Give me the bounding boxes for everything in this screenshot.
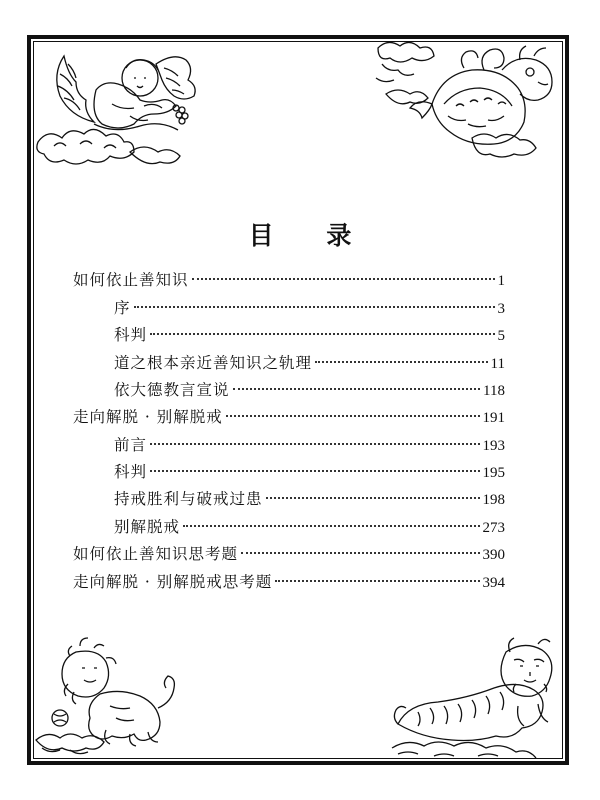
toc-entry[interactable]	[73, 571, 505, 593]
toc-entry-label: 科判	[114, 326, 148, 344]
toc-entry-label: 如何依止善知识思考题	[73, 545, 239, 563]
toc-entry-label: 走向解脱 · 别解脱戒思考题	[73, 573, 273, 591]
toc-entry[interactable]	[114, 324, 505, 346]
dot-leader	[266, 497, 480, 499]
toc-entry[interactable]	[73, 543, 505, 565]
toc-entry[interactable]	[114, 434, 505, 456]
dot-leader	[183, 525, 479, 527]
toc-entry-label: 别解脱戒	[114, 518, 181, 536]
toc-entry-label: 道之根本亲近善知识之轨理	[114, 354, 313, 372]
dot-leader	[275, 580, 479, 582]
toc-entry-page: 193	[482, 438, 505, 454]
dot-leader	[226, 415, 480, 417]
toc-entry-page: 1	[497, 273, 505, 289]
toc-entry[interactable]	[73, 269, 505, 291]
dot-leader	[192, 278, 495, 280]
dot-leader	[150, 443, 479, 445]
toc-entry-page: 195	[482, 465, 505, 481]
toc-entry-page: 11	[490, 356, 505, 372]
toc-entry[interactable]	[114, 461, 505, 483]
toc-entry-page: 5	[497, 328, 505, 344]
toc-entry[interactable]	[114, 379, 505, 401]
toc-entry-page: 273	[482, 520, 505, 536]
toc-entry-label: 如何依止善知识	[73, 271, 189, 289]
toc-entry-label: 序	[114, 299, 131, 317]
toc-entry-label: 依大德教言宣说	[114, 381, 230, 399]
toc-entry-page: 191	[482, 410, 505, 426]
toc-entry[interactable]	[114, 297, 505, 319]
toc-entry-page: 3	[497, 301, 505, 317]
toc-entry[interactable]	[114, 516, 505, 538]
toc-entry-label: 走向解脱 · 别解脱戒	[73, 408, 223, 426]
toc-entry-label: 前言	[114, 436, 148, 454]
toc-entry-label: 持戒胜利与破戒过患	[114, 490, 263, 508]
dot-leader	[241, 552, 479, 554]
toc-entry-page: 198	[482, 492, 505, 508]
toc-entry-page: 390	[482, 547, 505, 563]
toc-entry[interactable]	[114, 488, 505, 510]
toc-entry-page: 118	[483, 383, 505, 399]
dot-leader	[150, 333, 494, 335]
toc-entry[interactable]	[73, 406, 505, 428]
toc-entry-page: 394	[482, 575, 505, 591]
page-title: 目 录	[248, 220, 374, 250]
toc-entry[interactable]	[114, 352, 505, 374]
dot-leader	[315, 361, 488, 363]
dot-leader	[233, 388, 481, 390]
toc-entry-label: 科判	[114, 463, 148, 481]
dot-leader	[134, 306, 495, 308]
dot-leader	[150, 470, 479, 472]
